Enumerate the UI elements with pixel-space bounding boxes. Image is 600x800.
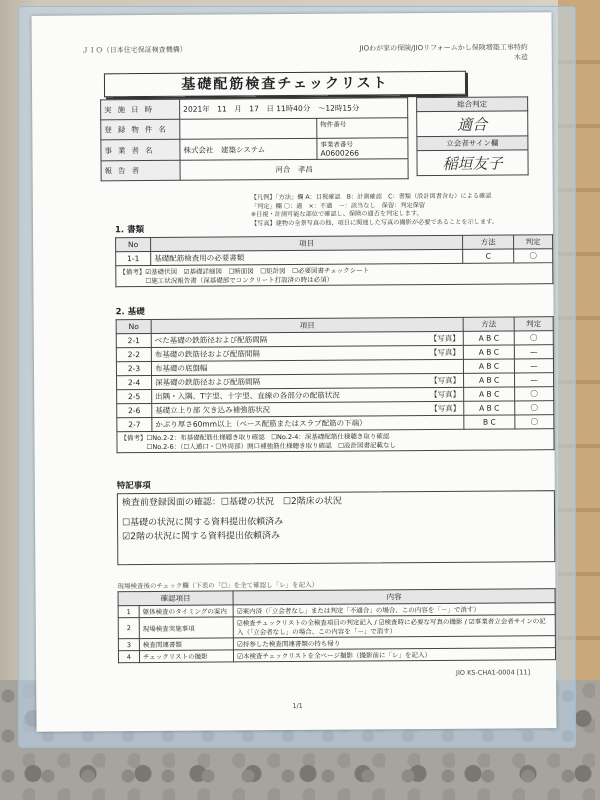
row-no: 4 bbox=[118, 651, 139, 663]
table-row bbox=[118, 615, 555, 639]
col-method: 方法 bbox=[463, 235, 514, 249]
reporter-value: 河合 孝昌 bbox=[180, 159, 408, 181]
section2-title: 2. 基礎 bbox=[115, 307, 145, 318]
row-item: 躯体検査のタイミングの案内 bbox=[139, 605, 233, 618]
row-judge: 〇 bbox=[514, 331, 553, 345]
notes-line: ☐基礎の状況に関する資料提出依頼済み bbox=[122, 517, 284, 529]
insurance-header bbox=[359, 42, 527, 63]
row-no: 2-3 bbox=[116, 361, 151, 375]
row-no: 2-1 bbox=[116, 333, 151, 347]
org-header: ＪＩＯ（日本住宅保証検査機構） bbox=[81, 45, 187, 55]
col-item: 項目 bbox=[151, 317, 463, 333]
judgment-table bbox=[416, 96, 529, 176]
date-label: 実施日時 bbox=[101, 99, 180, 120]
row-no: 2-7 bbox=[117, 417, 152, 431]
row-judge: — bbox=[514, 345, 553, 359]
notes-line: ☑2階の状況に関する資料提出依頼済み bbox=[122, 531, 280, 543]
row-item: べた基礎の鉄筋径および配筋間隔 bbox=[154, 335, 268, 345]
row-item: 深基礎の鉄筋径および配筋間隔 bbox=[155, 377, 261, 387]
photo-tag: 【写真】 bbox=[430, 389, 461, 400]
business-label: 事業者名 bbox=[101, 139, 180, 161]
legend-line: 【写真】建物の全景写真の他、項目に関連した写真の撮影が必要であることを示します。 bbox=[250, 218, 498, 227]
col-method: 方法 bbox=[463, 317, 514, 331]
property-value bbox=[180, 118, 317, 139]
section1-title: 1. 書類 bbox=[114, 225, 145, 236]
insurance-name: JIOわが家の保険/JIOリフォームかし保険増築工事特約 bbox=[359, 43, 528, 53]
photo-tag: 【写真】 bbox=[429, 347, 460, 358]
judgment-label: 総合判定 bbox=[417, 97, 528, 112]
row-judge: 〇 bbox=[515, 415, 554, 429]
row-item: 布基礎の鉄筋径および配筋間隔 bbox=[154, 349, 260, 359]
post-check-table bbox=[118, 588, 556, 663]
row-method: A B C bbox=[463, 359, 514, 373]
row-no: 2-4 bbox=[117, 375, 152, 389]
col-check-item: 確認項目 bbox=[118, 591, 233, 606]
section2-remarks bbox=[117, 429, 554, 453]
form-code: JIO KS-CHA1-0004 [11] bbox=[456, 668, 531, 677]
row-no: 1 bbox=[118, 606, 139, 618]
row-no: 1-1 bbox=[116, 251, 151, 265]
legend-line: 【凡例】「方法」欄 A：目視確認 B：計測確認 C：書類（設計図書含む）による確認 bbox=[250, 192, 492, 202]
business-value: 株式会社 建築システム bbox=[180, 138, 317, 160]
legend bbox=[251, 193, 498, 229]
row-item: かぶり厚さ60mm以上（ベース配筋またはスラブ配筋の下端） bbox=[155, 418, 367, 429]
row-item: 基礎立上り部 欠き込み補強筋状況 bbox=[155, 405, 271, 415]
row-no: 2-2 bbox=[116, 347, 151, 361]
remarks-label: 【備考】 bbox=[119, 268, 146, 277]
row-judge: 〇 bbox=[515, 401, 554, 415]
date-value: 2021年 11 月 17 日 11時40分 ～12時15分 bbox=[180, 98, 408, 120]
row-no: 2-5 bbox=[117, 389, 152, 403]
col-content: 内容 bbox=[233, 589, 555, 605]
row-judge: — bbox=[514, 359, 553, 373]
row-item: 出隅・入隅、T字型、十字型、直線の各部分の配筋状況 bbox=[155, 390, 340, 401]
row-content: ☑本検査チェックリストを全ページ撮影（撮影前に「レ」を記入） bbox=[234, 648, 556, 662]
page-number: 1/1 bbox=[292, 701, 303, 711]
property-no-label: 物件番号 bbox=[317, 118, 408, 139]
row-method: A B C bbox=[463, 345, 514, 359]
notes-title: 特記事項 bbox=[116, 481, 151, 492]
notes-line: 検査前登録図面の確認：☐基礎の状況 ☐2階床の状況 bbox=[121, 496, 342, 509]
row-method: C bbox=[463, 249, 514, 263]
row-content: ☑案内済（「立会者なし」または判定「不適合」の場合、この内容を「－」で消す） bbox=[233, 603, 555, 617]
row-method: A B C bbox=[464, 387, 515, 401]
row-item: 検査関連書類 bbox=[139, 638, 233, 651]
col-item: 項目 bbox=[151, 235, 463, 251]
row-item: 基礎配筋検査用の必要書類 bbox=[151, 249, 463, 265]
legend-line: ※目視・計測可能な部位で確認し、保険の適否を判定します。 bbox=[250, 210, 423, 219]
row-method: A B C bbox=[464, 401, 515, 415]
col-judge: 判定 bbox=[514, 235, 553, 249]
property-label: 登録物件名 bbox=[101, 119, 180, 140]
row-method: A B C bbox=[464, 373, 515, 387]
photo-tag: 【写真】 bbox=[430, 403, 461, 414]
business-no-label: 事業者番号 bbox=[320, 140, 353, 149]
row-content: ☑検査チェックリストの全検査項目の判定記入 / ☑検査時に必要な写真の撮影 / ☑事業者立会者サインの記入（「立会者なし」の場合、この内容を「－」で消す） bbox=[233, 615, 555, 638]
row-no: 2-6 bbox=[117, 403, 152, 417]
row-method: B C bbox=[464, 415, 515, 429]
checklist-paper bbox=[32, 12, 557, 732]
row-judge: — bbox=[515, 373, 554, 387]
witness-label: 立会者サイン欄 bbox=[417, 136, 528, 151]
remarks-label: 【備考】 bbox=[120, 434, 147, 443]
row-judge: 〇 bbox=[515, 387, 554, 401]
section2-table bbox=[116, 316, 555, 453]
witness-signature: 稲垣友子 bbox=[417, 150, 528, 176]
row-judge: 〇 bbox=[514, 249, 553, 263]
legend-line: 「判定」欄 〇：適 ×：不適 －：該当なし 保留：判定保留 bbox=[250, 201, 426, 210]
remarks-line: ☐No.2-6：（☐人通口・☐外周部）開口補強筋仕様聴き取り確認 ☐設計図書記載なし bbox=[146, 441, 397, 452]
row-item: チェックリストの撮影 bbox=[139, 650, 233, 663]
photo-tag: 【写真】 bbox=[430, 375, 461, 386]
row-content: ☑持参した検査関連書類の持ち帰り bbox=[233, 636, 555, 650]
section1-table bbox=[115, 234, 553, 287]
structure-type: 木造 bbox=[513, 53, 528, 62]
judgment-value: 適合 bbox=[417, 111, 528, 137]
remarks-line: ☐No.2-2：布基礎配筋仕様聴き取り確認 ☐No.2-4：深基礎配筋仕様聴き取り確認 bbox=[146, 432, 390, 443]
remarks-line: ☐施工状況報告書（深基礎部でコンクリート打設済の時は必須） bbox=[145, 275, 334, 286]
reporter-label: 報告者 bbox=[101, 160, 180, 181]
row-item: 布基礎の底盤幅 bbox=[154, 363, 208, 373]
row-no: 2 bbox=[118, 618, 139, 639]
photo-tag: 【写真】 bbox=[429, 333, 460, 344]
row-item: 現場検査実施事項 bbox=[139, 617, 233, 639]
col-judge: 判定 bbox=[514, 317, 553, 331]
business-no: A0600266 bbox=[320, 148, 360, 158]
col-no: No bbox=[116, 319, 151, 333]
row-no: 3 bbox=[118, 639, 139, 651]
table-row bbox=[118, 648, 555, 663]
notes-box bbox=[117, 490, 555, 565]
post-caption: 現場検査後のチェック欄（下表の「☐」を全て確認し「レ」を記入） bbox=[117, 580, 319, 591]
section1-remarks bbox=[116, 263, 553, 287]
remarks-line: ☑基礎伏図 ☑基礎詳細図 ☐断面図 ☐矩計図 ☐必要図書チェックシート bbox=[145, 266, 370, 277]
col-no: No bbox=[116, 237, 151, 251]
business-no-cell bbox=[317, 138, 408, 160]
page-title: 基礎配筋検査チェックリスト bbox=[104, 71, 466, 98]
row-method: A B C bbox=[463, 331, 514, 345]
info-table bbox=[100, 97, 409, 181]
